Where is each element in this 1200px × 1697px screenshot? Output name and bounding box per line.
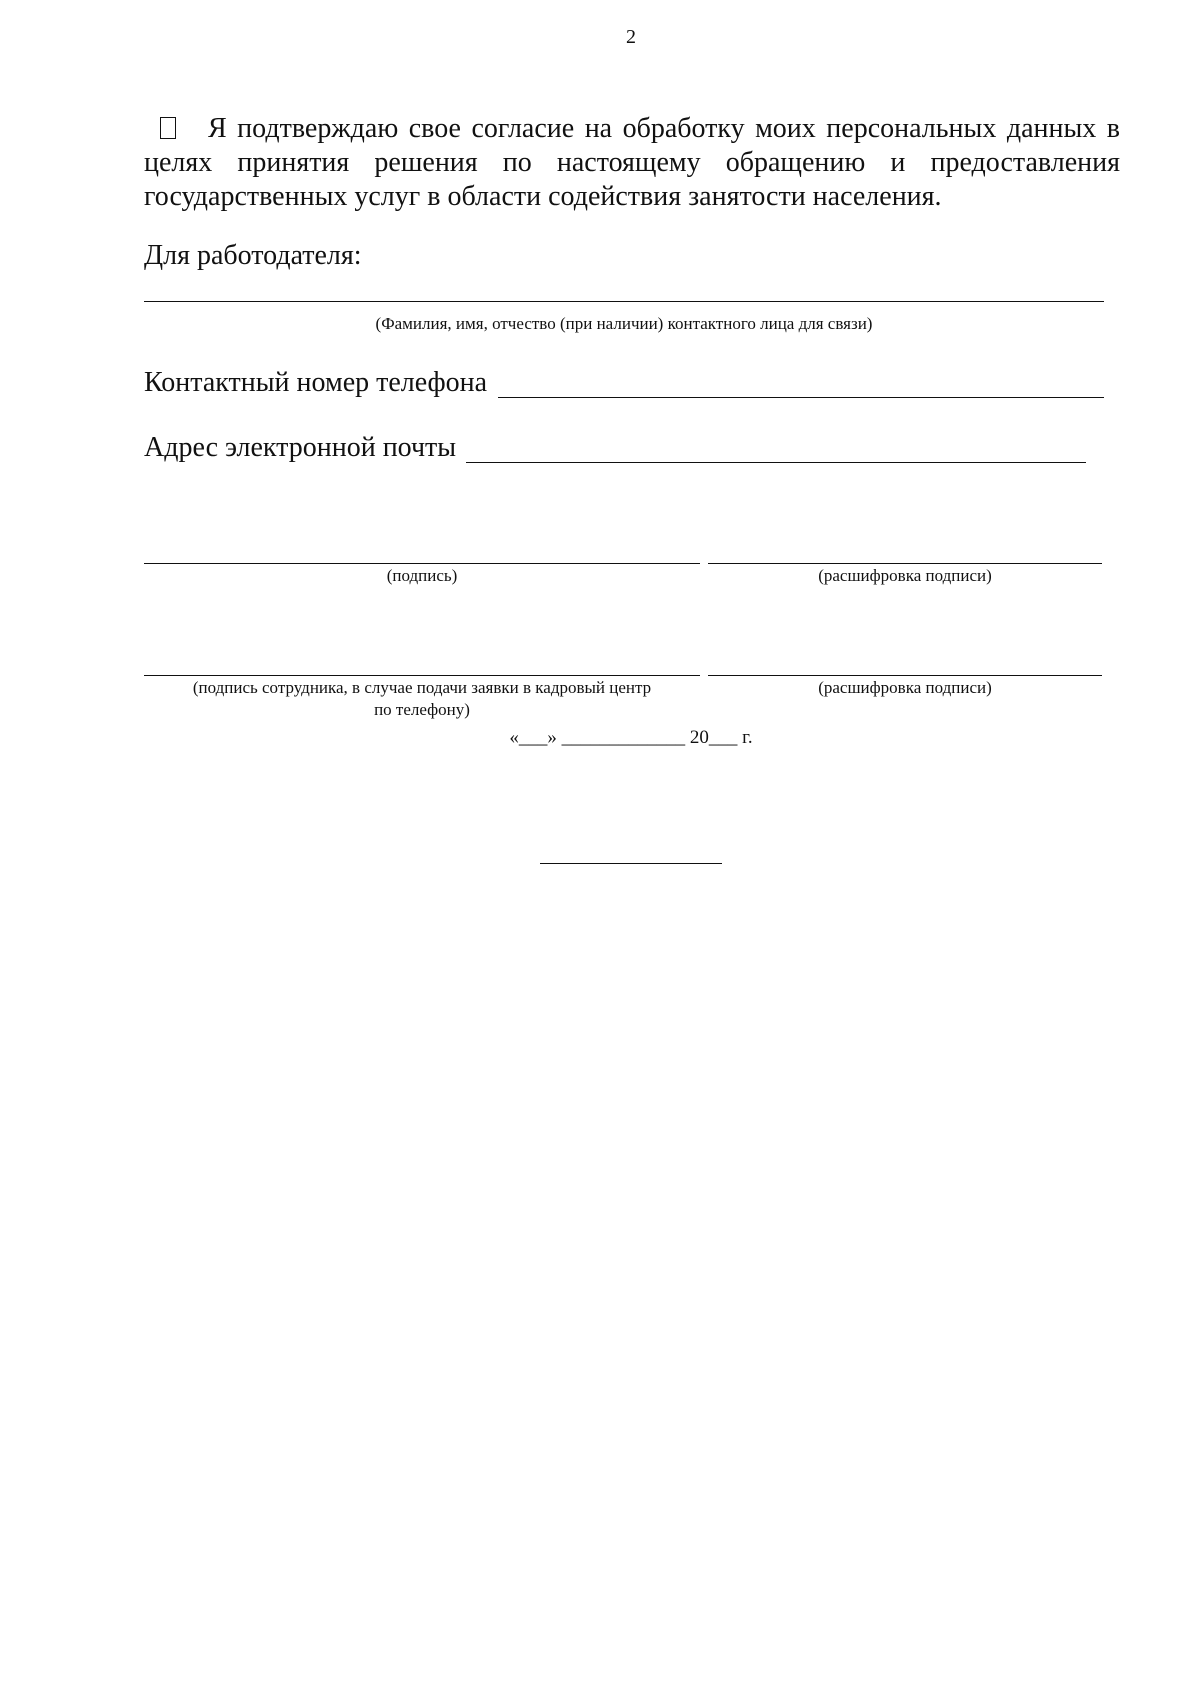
- signature-line[interactable]: [144, 563, 700, 564]
- phone-label: Контактный номер телефона: [144, 367, 488, 398]
- signature-decode-line[interactable]: [708, 563, 1102, 564]
- employee-signature-caption-line2: по телефону): [374, 700, 470, 719]
- page-number: 2: [626, 26, 636, 48]
- consent-text: Я подтверждаю свое согласие на обработку моих персональных данных в целях принятия решения по настоящему обращению и предоставления государственных услуг в области содействия занятости населения.: [144, 113, 1120, 212]
- checkbox-empty-icon[interactable]: [160, 117, 176, 139]
- employee-signature-line[interactable]: [144, 675, 700, 676]
- employee-decode-line[interactable]: [708, 675, 1102, 676]
- signature-decode-caption: (расшифровка подписи): [818, 566, 992, 585]
- email-field-line[interactable]: [466, 462, 1086, 463]
- end-separator: [540, 863, 722, 864]
- email-label: Адрес электронной почты: [144, 432, 457, 463]
- consent-paragraph: [144, 112, 1120, 214]
- signature-caption: (подпись): [386, 566, 458, 585]
- phone-field-line[interactable]: [498, 397, 1104, 398]
- employer-heading: Для работодателя:: [144, 240, 362, 271]
- date-line: «___» _____________ 20___ г.: [509, 727, 753, 748]
- contact-person-caption: (Фамилия, имя, отчество (при наличии) контактного лица для связи): [375, 314, 873, 333]
- employee-signature-caption-line1: (подпись сотрудника, в случае подачи заявки в кадровый центр: [192, 678, 652, 697]
- contact-person-line[interactable]: [144, 301, 1104, 302]
- employee-decode-caption: (расшифровка подписи): [818, 678, 992, 697]
